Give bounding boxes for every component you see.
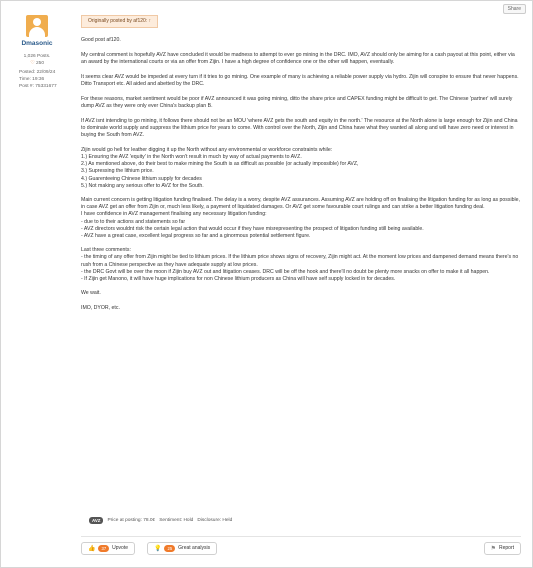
- report-label: Report: [498, 545, 514, 551]
- paragraph-8: We wait.: [81, 290, 101, 297]
- ticker-chip[interactable]: AVZ: [89, 517, 103, 524]
- disclosure: Disclosure: Held: [197, 518, 233, 523]
- post-stats: [1, 69, 73, 90]
- list-item: - the timing of any offer from Zijin might be tied to lithium prices. If the lithium price shows signs of recovery, Zijin might act. At the moment low prices and dampened demand means there's no rush from a Chinese perspective as they have adequate supply at low prices.: [81, 254, 519, 268]
- upvote-count: 37: [98, 545, 109, 552]
- list-item: I have confidence in AVZ management finalising any necessary litigation funding:: [81, 211, 267, 218]
- list-item: - AVZ directors wouldnt risk the certain legal action that would occur if they have misrepresenting the prospect of litigation funding still being available.: [81, 225, 424, 232]
- paragraph-2: It seems clear AVZ would be impeded at every turn if it tries to go mining. One example of many is achieving a reliable power supply via hydro. Zijin will conspire to ensure that never happens. Ditto Transport etc. All aided and abetted by the DRC.: [81, 73, 519, 88]
- paragraph-6: Main current concern is getting litigation funding finalised. The delay is a worry, despite AVZ assurances. Assuming AVZ are holding off on finalising the litigation funding for as long as possible, in case AVZ get an offer from Zijin or, much less likely, a payment of liquidated damages. Or AVZ get some favourable court rulings and can strike a better litigation funding deal.: [81, 196, 520, 211]
- great-analysis-button[interactable]: [147, 542, 217, 555]
- great-label: Great analysis: [178, 545, 211, 551]
- avatar-head-icon: [33, 18, 41, 26]
- author-name[interactable]: Dmasonic: [21, 40, 53, 47]
- paragraph-4: If AVZ isnt intending to go mining, it follows there should not be an MOU 'where AVZ gets the south and equity in the north.' The resource at the North alone is large enough for Zijin and China to dominate world supply and suppress the lithium price for years to come. With control over the North, Zijin and China have what they wanted all along and will have zero need or interest in buying the South from AVZ.: [81, 117, 518, 139]
- author-posts: 1,026 Posts.: [23, 54, 51, 59]
- list-item: - the DRC Govt will be over the moon if Zijin buy AVZ out and litigation ceases. DRC will be off the hook and there'll no doubt be plenty more snacks on offer to make it all happen.: [81, 268, 490, 275]
- list-item: 1.) Ensuring the AVZ 'equity' in the North won't result in much by way of actual payments to AVZ.: [81, 153, 302, 160]
- posted-date: Posted: 22/09/24: [19, 70, 56, 75]
- heart-icon: ♡: [30, 60, 35, 66]
- signoff: IMO, DYOR, etc.: [81, 304, 120, 311]
- report-button[interactable]: [484, 542, 521, 555]
- sentiment: Sentiment: Hold: [159, 518, 194, 523]
- list-item: 3.) Supressing the lithium price.: [81, 168, 154, 175]
- upvote-label: Upvote: [112, 545, 128, 551]
- avatar[interactable]: [26, 15, 48, 37]
- posted-time: Time: 19:36: [19, 77, 45, 82]
- list-item: 2.) As mentioned above, do their best to make mining the South is as difficult as possible (or actually impossible) for AVZ,: [81, 161, 359, 168]
- post-meta: [89, 517, 232, 524]
- great-count: 25: [164, 545, 175, 552]
- list-item: - If Zijin get Manono, it will have huge implications for non Chinese lithium producers as China will have self supply locked in for decades.: [81, 275, 396, 282]
- list-item: - due to to their actions and statements so far: [81, 218, 186, 225]
- list-item: - AVZ have a great case, excellent legal progress so far and a ginormous potential settlement figure.: [81, 232, 311, 239]
- upvote-button[interactable]: [81, 542, 135, 555]
- paragraph-7-intro: Last three comments:: [81, 247, 131, 254]
- thumbs-up-icon: 👍: [88, 545, 96, 552]
- paragraph-3: For these reasons, market sentiment would be poor if AVZ announced it was going mining, ditto the share price and CAPEX funding might be difficult to get. The Chinese 'partner' will surely dump AVZ as they were only ever China's backup plan B.: [81, 95, 513, 109]
- lightbulb-icon: 💡: [154, 545, 162, 552]
- action-bar: [81, 536, 521, 559]
- list-item: 5.) Not making any serious offer to AVZ for the South.: [81, 182, 204, 189]
- quote-block[interactable]: Originally posted by af120: ↑: [81, 15, 158, 28]
- post-body: [81, 15, 521, 320]
- price-at-posting: Price at posting: 78.0¢: [107, 518, 156, 523]
- flag-icon: ⚑: [490, 545, 496, 552]
- paragraph-1: My central comment is hopefully AVZ have concluded it would be madness to attempt to ever go mining in the DRC. IMO, AVZ should only be aiming for a cash payout at this point, either via an award by the international courts or via an offer from Zijin. I have a high degree of confidence one or the other will happen, eventually.: [81, 51, 515, 66]
- paragraph-5-intro: Zijin would go hell for leather digging it up the North without any environmental or workforce constraints while:: [81, 146, 333, 153]
- share-button[interactable]: Share: [503, 4, 526, 14]
- list-item: 4.) Guarenteeing Chinese lithium supply for decades: [81, 175, 202, 182]
- author-likes-count: 250: [35, 61, 44, 66]
- avatar-body-icon: [29, 27, 45, 37]
- author-panel: [1, 9, 73, 90]
- author-likes: [30, 60, 44, 67]
- greeting: Good post af120.: [81, 37, 121, 44]
- post-id: Post #: 75331677: [19, 84, 57, 89]
